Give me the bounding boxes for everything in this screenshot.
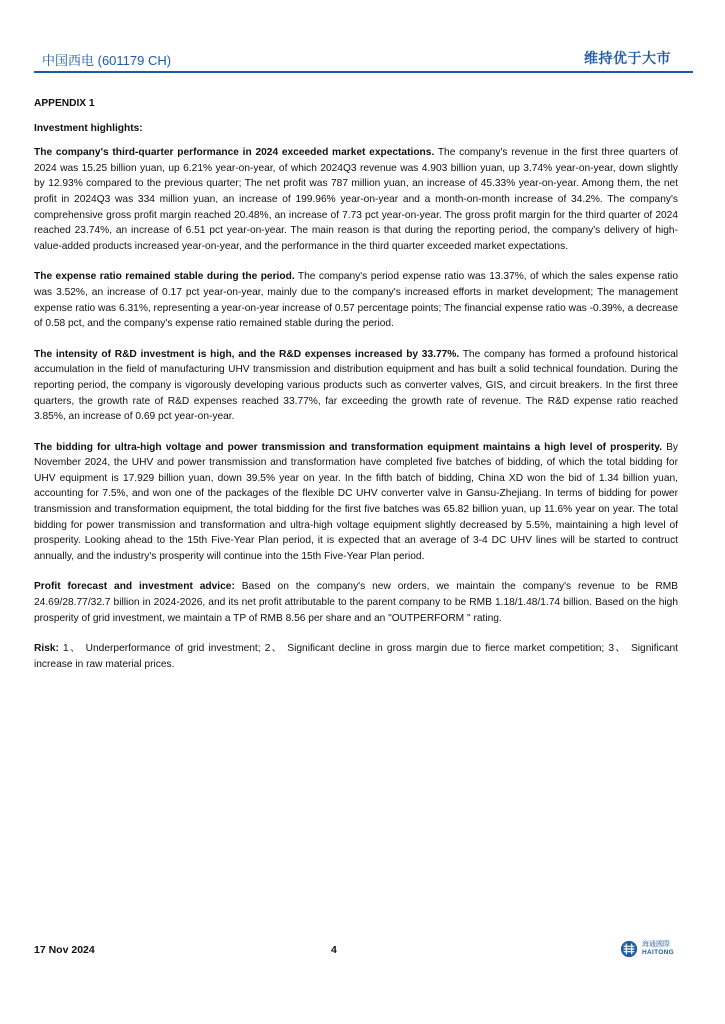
paragraph-body: 1、 Underperformance of grid investment; 2、 Significant decline in gross margin due to fierce market competition; 3、 Significant increase in raw material prices. — [34, 643, 678, 670]
header-rating: 维持优于大市 — [584, 50, 671, 66]
paragraph-lead: The bidding for ultra-high voltage and power transmission and transformation equipment maintains a high level of prosperity. — [34, 441, 663, 453]
paragraph-lead: Risk: — [34, 643, 59, 655]
appendix-title: APPENDIX 1 — [34, 98, 95, 109]
report-body — [34, 96, 678, 687]
header-divider — [34, 71, 693, 73]
paragraph-body: By November 2024, the UHV and power transmission and transformation have completed five batches of bidding, of which the total bidding for UHV equipment is 17.929 billion yuan, down 39.5% year on year. In the fifth batch of bidding, China XD won the bid of 1.34 billion yuan, accounting for 7.5%, and won one of the packages of the flexible DC UHV converter valve in Gansu-Zhejiang. In terms of bidding for power transmission and transformation equipment, the total bidding for the first five batches was 65.82 billion yuan, up 11.6% year on year. The total bidding for power transmission and transformation and ultra-high voltage equipment slightly decreased by 5.5%, maintaining a high level of prosperity. Looking ahead to the 15th Five-Year Plan period, it is expected that an average of 3-4 DC UHV lines will be started to contruct annually, and the industry's prosperity will continue into the 15th Five-Year Plan period. — [34, 441, 678, 562]
haitong-logo — [620, 940, 674, 958]
paragraph-uhv-bidding — [34, 440, 678, 565]
footer-date: 17 Nov 2024 — [34, 944, 95, 956]
paragraph-lead: The company's third-quarter performance in 2024 exceeded market expectations. — [34, 147, 435, 159]
paragraph-body: The company's revenue in the first three quarters of 2024 was 15.25 billion yuan, up 6.21% year-on-year, of which 2024Q3 revenue was 4.903 billion yuan, up 3.74% year-on-year, down slightly by 12.93% compared to the previous quarter; The net profit was 787 million yuan, an increase of 45.33% year-on-year. Among them, the net profit in 2024Q3 was 334 million yuan, an increase of 199.96% year-on-year and a month-on-month increase of 34.2%. The company's comprehensive gross profit margin reached 20.48%, an increase of 7.73 pct year-on-year. The gross profit margin for the third quarter of 2024 reached 23.74%, an increase of 6.51 pct year-on-year. The main reason is that during the reporting period, the company's delivery of high-value-added products increased year-on-year, and the performance in the third quarter exceeded market expectations. — [34, 147, 678, 252]
paragraph-expense-ratio — [34, 269, 678, 331]
header-company: 中国西电 (601179 CH) — [42, 53, 172, 68]
paragraph-body: The company's period expense ratio was 13.37%, of which the sales expense ratio was 3.52%, an increase of 0.17 pct year-on-year, mainly due to the company's increased efforts in market development; The management expense ratio was 6.31%, representing a year-on-year increase of 0.57 percentage points; The financial expense ratio was -0.39%, a decrease of 0.58 pct, and the company's expense ratio remained stable during the period. — [34, 271, 678, 330]
paragraph-rd-investment — [34, 347, 678, 425]
logo-text-cn: 海通國際 — [642, 941, 670, 948]
paragraph-body: The company has formed a profound historical accumulation in the field of manufacturing UHV transmission and distribution equipment and has built a solid technical foundation. During the reporting period, the company is vigorously developing various products such as converter valves, GIS, and circuit breakers. In the first three quarters, the growth rate of R&D expenses reached 33.77%, far exceeding the growth rate of revenue. The R&D expense ratio reached 3.85%, an increase of 0.69 pct year-on-year. — [34, 348, 679, 423]
page-number: 4 — [331, 944, 337, 956]
paragraph-lead: Profit forecast and investment advice: — [34, 581, 235, 593]
logo-text-en: HAITONG — [642, 949, 674, 956]
paragraph-body: Based on the company's new orders, we maintain the company's revenue to be RMB 24.69/28.77/32.7 billion in 2024-2026, and its net profit attributable to the parent company to be RMB 1.18/1.48/1.74 billion. Based on the high prosperity of grid investment, we maintain a TP of RMB 8.56 per share and an "OUTPERFORM " rating. — [34, 581, 678, 624]
paragraph-lead: The intensity of R&D investment is high, and the R&D expenses increased by 33.77%. — [34, 348, 460, 360]
paragraph-q3-performance — [34, 145, 678, 254]
paragraph-lead: The expense ratio remained stable during the period. — [34, 271, 295, 283]
paragraph-profit-forecast — [34, 579, 678, 626]
haitong-logo-icon — [620, 940, 638, 958]
paragraph-risk — [34, 641, 678, 672]
section-title: Investment highlights: — [34, 122, 143, 134]
